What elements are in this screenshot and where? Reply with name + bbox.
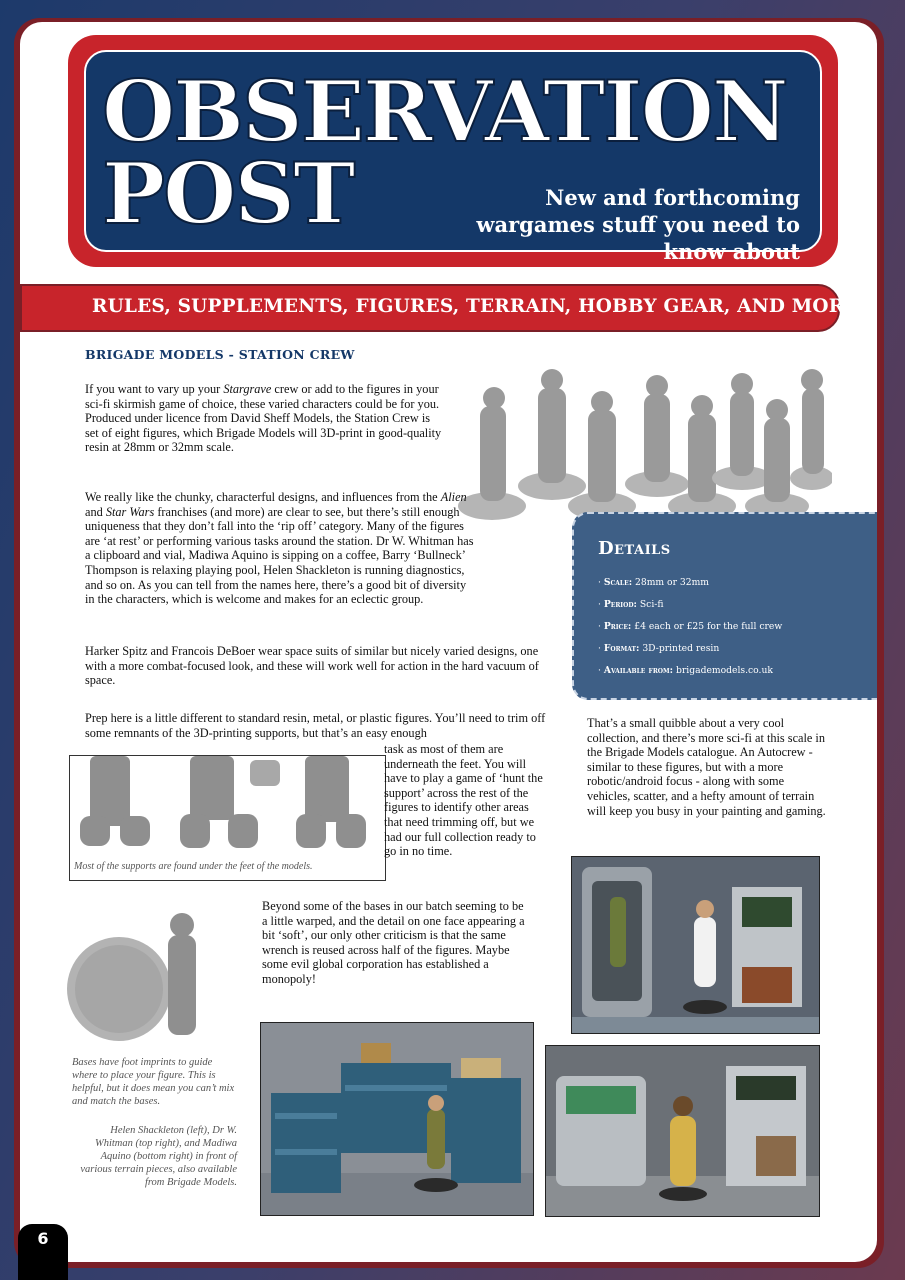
details-item-available: · Available from: brigademodels.co.uk bbox=[598, 665, 773, 676]
title-line-1: OBSERVATION bbox=[102, 62, 787, 161]
paragraph-2: We really like the chunky, characterful designs, and influences from the Alien and Star Wars franchises (and more) are clear to see, but there’s still enough uniqueness that they don’t fall into the ‘rip off’ category. Many of the figures are ‘at rest’ or performing various tasks around the station. Dr W. Whitman has a clipboard and vial, Madiwa Aquino is sipping on a coffee, Barry ‘Bullneck’ Thompson is relaxing playing pool, Helen Shackleton is running diagnostics, and so on. As you can tell from the names here, there’s a good bit of diversity in the characters, which is welcome and makes for an eclectic group. bbox=[85, 490, 474, 607]
aquino-illustration bbox=[546, 1046, 819, 1216]
tagline: New and forthcoming wargames stuff you need to know about bbox=[476, 185, 800, 264]
supports-caption: Most of the supports are found under the feet of the models. bbox=[74, 861, 313, 872]
paragraph-4b: task as most of them are underneath the feet. You will have to play a game of ‘hunt the support’ across the rest of the figures to identify other areas that need trimming off, but we had our full collection ready to go in no time. bbox=[384, 742, 543, 859]
details-item-price: · Price: £4 each or £25 for the full crew bbox=[598, 621, 783, 632]
masthead bbox=[68, 35, 838, 267]
details-title: Details bbox=[598, 538, 671, 559]
details-item-scale: · Scale: 28mm or 32mm bbox=[598, 577, 710, 588]
details-item-format: · Format: 3D-printed resin bbox=[598, 643, 720, 654]
title-line-2: POST bbox=[102, 144, 354, 243]
shackleton-terrain-photo bbox=[260, 1022, 534, 1216]
details-item-period: · Period: Sci-fi bbox=[598, 599, 664, 610]
page-number: 6 bbox=[18, 1224, 68, 1280]
banner-text: RULES, SUPPLEMENTS, FIGURES, TERRAIN, HOBBY GEAR, AND MORE bbox=[92, 296, 859, 317]
paragraph-6: That’s a small quibble about a very cool collection, and there’s more sci-fi at this scale in the Brigade Models catalogue. An Autocrew - similar to these figures, but with a more robotic/android focus - along with some vehicles, scatter, and a hefty amount of terrain will keep you busy in your painting and gaming. bbox=[587, 716, 826, 818]
figures-illustration bbox=[452, 366, 832, 524]
station-crew-group-photo bbox=[452, 366, 832, 524]
details-box bbox=[572, 512, 877, 700]
feet-supports-illustration bbox=[70, 756, 385, 860]
paragraph-5: Beyond some of the bases in our batch seeming to be a little warped, and the detail on one face appearing a bit ‘soft’, our only other criticism is that the same wrench is reused across half of the figures. Maybe some evil global corporation has established a monopoly! bbox=[262, 899, 525, 986]
article-heading: BRIGADE MODELS - STATION CREW bbox=[85, 347, 355, 362]
bases-caption: Bases have foot imprints to guide where to place your figure. This is helpful, but it does mean you can’t mix and match the bases. bbox=[72, 1057, 235, 1107]
aquino-terrain-photo bbox=[545, 1045, 820, 1217]
base-illustration bbox=[64, 907, 224, 1057]
page bbox=[20, 22, 877, 1262]
masthead-panel bbox=[84, 50, 822, 264]
whitman-terrain-photo bbox=[571, 856, 820, 1034]
shackleton-illustration bbox=[261, 1023, 533, 1215]
paragraph-1: If you want to vary up your Stargrave crew or add to the figures in your sci-fi skirmish game of choice, these varied characters could be for you. Produced under licence from David Sheff Models, the Station Crew is set of eight figures, which Brigade Models will 3D-print in good-quality resin at 28mm or 32mm scale. bbox=[85, 382, 442, 455]
base-imprint-photo bbox=[64, 907, 224, 1057]
details-list bbox=[598, 572, 877, 682]
section-banner bbox=[20, 284, 859, 332]
whitman-illustration bbox=[572, 857, 819, 1033]
supports-photo bbox=[69, 755, 386, 881]
credits-caption: Helen Shackleton (left), Dr W. Whitman (top right), and Madiwa Aquino (bottom right) in front of various terrain pieces, also available from Brigade Models. bbox=[80, 1125, 237, 1188]
paragraph-3: Harker Spitz and Francois DeBoer wear space suits of similar but nicely varied designs, one with a more combat-focused look, and these will work well for action in the hard vacuum of space. bbox=[85, 644, 539, 688]
paragraph-4a: Prep here is a little different to standard resin, metal, or plastic figures. You’ll need to trim off some remnants of the 3D-printing supports, but that’s an easy enough bbox=[85, 711, 546, 740]
